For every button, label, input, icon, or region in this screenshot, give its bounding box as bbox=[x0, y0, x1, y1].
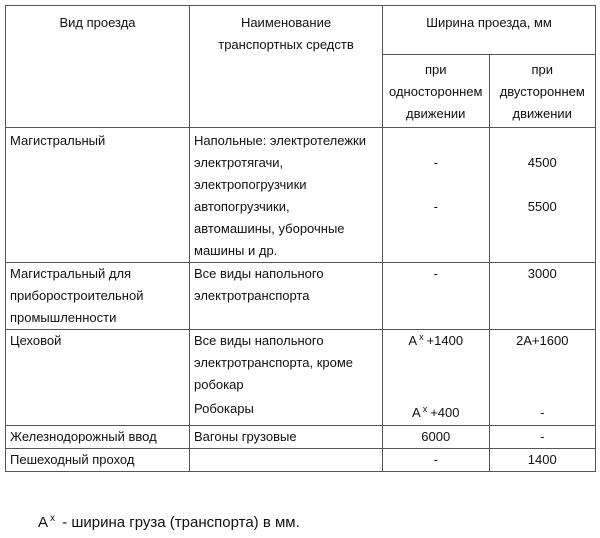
cell-two-way: - bbox=[489, 396, 596, 426]
cell-one-way: 6000 bbox=[383, 426, 490, 449]
cell-vehicles: электротягачи, электропогрузчики bbox=[190, 152, 383, 196]
header-passage-type: Вид проезда bbox=[6, 6, 190, 128]
cell-passage-type: Магистральный для приборостроительной промышленности bbox=[6, 263, 190, 330]
cell-two-way: 2A+1600 bbox=[489, 330, 596, 397]
cell-passage-type: Магистральный bbox=[6, 128, 190, 263]
table-row bbox=[6, 449, 596, 472]
footnote-text: - ширина груза (транспорта) в мм. bbox=[58, 514, 300, 531]
cell-vehicles: автопогрузчики, автомашины, уборочные машины и др. bbox=[190, 196, 383, 263]
footnote-symbol: A bbox=[38, 514, 49, 531]
cell-one-way: - bbox=[383, 152, 490, 196]
cell-one-way: A $^x$ +1400 bbox=[383, 330, 490, 397]
table-row bbox=[6, 426, 596, 449]
cell-one-way: - bbox=[383, 449, 490, 472]
cell-one-way bbox=[383, 128, 490, 153]
cell-one-way: - bbox=[383, 263, 490, 330]
table-row bbox=[6, 330, 596, 397]
cell-vehicles: Напольные: электротележки bbox=[190, 128, 383, 153]
table-header-row bbox=[6, 6, 596, 55]
cell-vehicles bbox=[190, 449, 383, 472]
cell-vehicles: Все виды напольного электротранспорта bbox=[190, 263, 383, 330]
cell-passage-type: Пешеходный проход bbox=[6, 449, 190, 472]
table-row bbox=[6, 128, 596, 153]
header-one-way: при одностороннем движении bbox=[383, 55, 490, 128]
table-row bbox=[6, 263, 596, 330]
header-vehicles: Наименование транспортных средств bbox=[190, 6, 383, 128]
footnote bbox=[38, 513, 300, 535]
cell-vehicles: Вагоны грузовые bbox=[190, 426, 383, 449]
cell-two-way: - bbox=[489, 426, 596, 449]
cell-vehicles: Робокары bbox=[190, 396, 383, 426]
cell-two-way: 1400 bbox=[489, 449, 596, 472]
cell-two-way: 5500 bbox=[489, 196, 596, 263]
cell-two-way bbox=[489, 128, 596, 153]
cell-vehicles: Все виды напольного электротранспорта, кроме робокар bbox=[190, 330, 383, 397]
header-width-group: Ширина проезда, мм bbox=[383, 6, 596, 55]
cell-two-way: 3000 bbox=[489, 263, 596, 330]
passage-width-table bbox=[5, 5, 596, 472]
cell-passage-type: Железнодорожный ввод bbox=[6, 426, 190, 449]
cell-one-way: A $^x$ +400 bbox=[383, 396, 490, 426]
header-two-way: при двустороннем движении bbox=[489, 55, 596, 128]
cell-two-way: 4500 bbox=[489, 152, 596, 196]
cell-passage-type: Цеховой bbox=[6, 330, 190, 426]
cell-one-way: - bbox=[383, 196, 490, 263]
footnote-superscript: x bbox=[50, 513, 56, 524]
